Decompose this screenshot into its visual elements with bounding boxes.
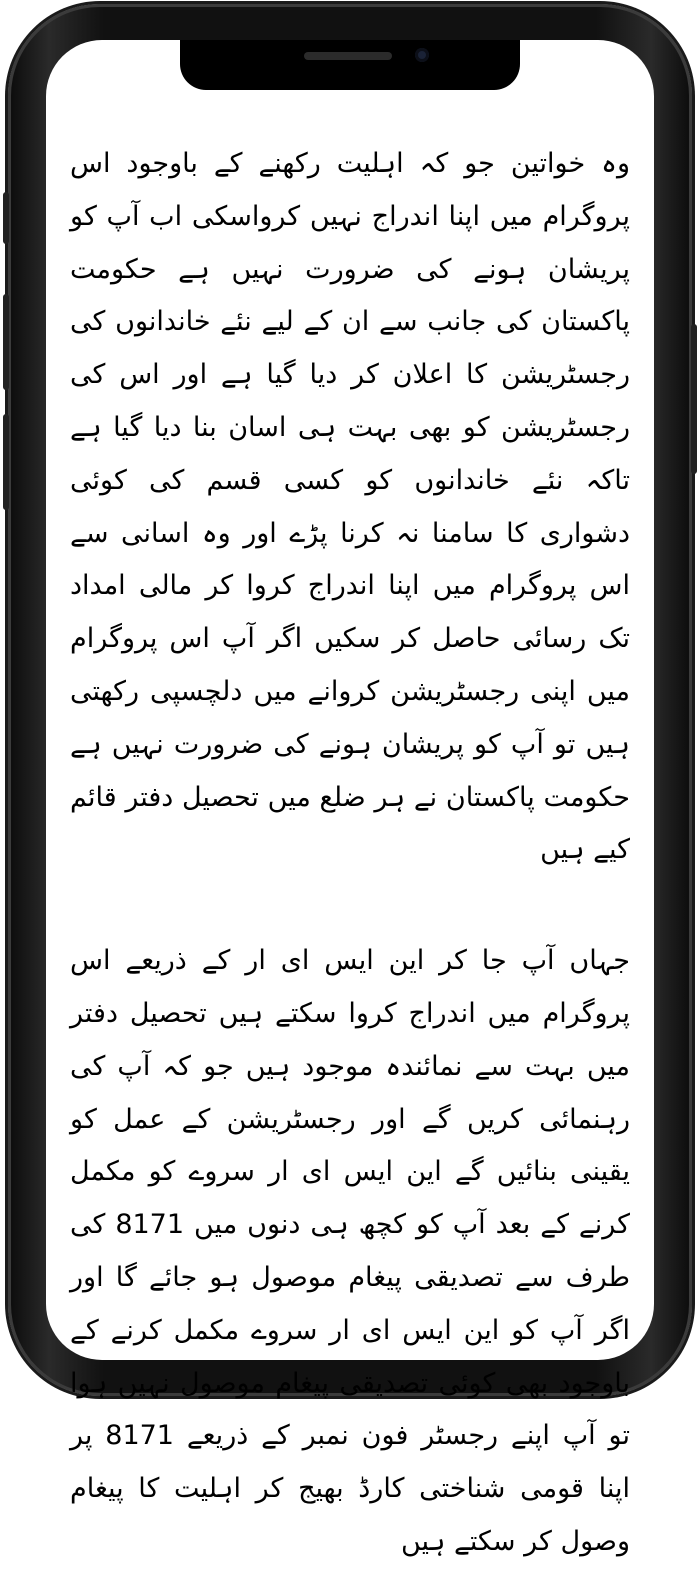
volume-down-button xyxy=(3,414,9,510)
volume-up-button xyxy=(3,294,9,390)
speaker-grille xyxy=(304,52,392,60)
article-text xyxy=(70,138,630,1569)
article-paragraph-1: وہ خواتین جو کہ اہلیت رکھنے کے باوجود اس پروگرام میں اپنا اندراج نہیں کرواسکی اب آپ کو پریشان ہونے کی ضرورت نہیں ہے حکومت پاکستان کی جانب سے ان کے لیے نئے خاندانوں کی رجسٹریشن کا اعلان کر دیا گیا ہے اور اس کی رجسٹریشن کو بھی بہت ہی اسان بنا دیا گیا ہے تاکہ نئے خاندانوں کو کسی قسم کی کوئی دشواری کا سامنا نہ کرنا پڑے اور وہ اسانی سے اس پروگرام میں اپنا اندراج کروا کر مالی امداد تک رسائی حاصل کر سکیں اگر آپ اس پروگرام میں اپنی رجسٹریشن کروانے میں دلچسپی رکھتی ہیں تو آپ کو پریشان ہونے کی ضرورت نہیں ہے حکومت پاکستان نے ہر ضلع میں تحصیل دفتر قائم کیے ہیں xyxy=(70,148,630,866)
power-button xyxy=(691,324,697,474)
silent-switch xyxy=(3,192,9,244)
article-paragraph-2: جہاں آپ جا کر این ایس ای ار کے ذریعے اس پروگرام میں اندراج کروا سکتے ہیں تحصیل دفتر میں بہت سے نمائندہ موجود ہیں جو کہ آپ کی رہنمائی کریں گے اور رجسٹریشن کے عمل کو یقینی بنائیں گے این ایس ای ار سروے کو مکمل کرنے کے بعد آپ کو کچھ ہی دنوں میں 8171 کی طرف سے تصدیقی پیغام موصول ہو جائے گا اور اگر آپ کو این ایس ای ار سروے مکمل کرنے کے باوجود بھی کوئی تصدیقی پیغام موصول نہیں ہوا تو آپ اپنے رجسٹر فون نمبر کے ذریعے 8171 پر اپنا قومی شناختی کارڈ بھیج کر اہلیت کا پیغام وصول کر سکتے ہیں xyxy=(70,945,630,1557)
front-camera-icon xyxy=(415,48,429,62)
phone-screen xyxy=(46,40,654,1557)
phone-notch xyxy=(180,40,520,90)
